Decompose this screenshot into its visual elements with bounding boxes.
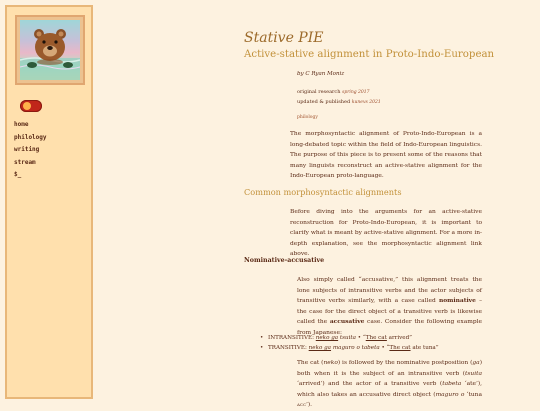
text: The cat ( (297, 360, 324, 366)
text: ‘arrived’) and the actor of a transitive verb ( (297, 381, 443, 387)
example-separator: • “ (381, 345, 390, 351)
term: neko (323, 360, 338, 366)
category-tag[interactable]: philology (297, 115, 318, 120)
nominative-paragraph (297, 275, 482, 338)
subsection-heading: Nominative-accusative (244, 257, 325, 264)
nav-item-home[interactable]: home (14, 121, 29, 128)
theme-toggle[interactable] (20, 100, 42, 112)
example-japanese-subject: neko ga (308, 345, 332, 351)
nav-item-philology[interactable]: philology (14, 133, 47, 141)
text: ‘ate’), which also takes an accusative direct object ( (297, 381, 482, 398)
list-item (260, 343, 439, 353)
page-title: Active-stative alignment in Proto-Indo-European (244, 49, 495, 60)
bullet-icon: • (260, 335, 264, 341)
original-research-date (297, 89, 370, 95)
byline: by C Ryan Moniz (297, 71, 345, 77)
nominative-text-3: case. Consider the following example from Japanese: (297, 319, 482, 336)
bullet-icon: • (260, 345, 264, 351)
example-english-verb: arrived” (388, 335, 413, 341)
toggle-knob-icon (23, 102, 31, 110)
term: tabeta (442, 381, 462, 387)
nominative-text-2: – the case for the direct object of a transitive verb is likewise called the (297, 298, 483, 325)
example-english-subject: The cat (365, 335, 387, 341)
nav-item-shell[interactable]: $_ (14, 171, 22, 178)
term: tsuita (465, 370, 482, 377)
intro-paragraph: The morphosyntactic alignment of Proto-Indo-European is a long-debated topic within the field of Indo-European linguistics. The purpose of this piece is to present some of the reasons that many linguists reconstruct an active-stative alignment for the Indo-European proto-language. (290, 131, 482, 179)
example-separator: • “ (357, 335, 366, 341)
gloss-acc: ACC (297, 402, 307, 407)
text: ’). (306, 402, 313, 408)
text: ) is followed by the nominative postposition ( (337, 360, 473, 366)
example-japanese-verb: maguro o tabeta (332, 345, 380, 351)
term: ga (472, 360, 480, 366)
example-english-verb: ate tuna” (412, 345, 439, 351)
term: maguro o (435, 391, 465, 398)
examples-list (260, 333, 439, 353)
text: ‘tuna (464, 391, 482, 398)
example-english-subject: The cat (389, 345, 411, 351)
text: ) both when it is the subject of an intransitive verb ( (297, 360, 482, 377)
example-label: INTRANSITIVE: (268, 335, 314, 341)
sidebar (5, 5, 93, 399)
original-label: original research (297, 89, 341, 95)
avatar-frame (15, 15, 85, 85)
term-accusative: accusative (329, 318, 365, 325)
list-item (260, 333, 439, 343)
site-title[interactable]: Stative PIE (244, 30, 324, 46)
example-label: TRANSITIVE: (268, 345, 307, 351)
section-heading: Common morphosyntactic alignments (244, 187, 402, 197)
bear-in-water-image (20, 20, 80, 80)
nav-item-writing[interactable]: writing (14, 146, 40, 153)
original-date: spring 2017 (342, 90, 370, 95)
updated-date (297, 99, 381, 105)
avatar[interactable] (20, 20, 80, 80)
term-nominative: nominative (438, 297, 476, 304)
main-header (244, 30, 495, 60)
example-japanese-verb: tsuita (339, 335, 357, 341)
updated-label: updated & published (297, 99, 351, 105)
explanation-paragraph (297, 358, 482, 411)
nominative-text-1: Also simply called “accusative,” this alignment treats the lone subjects of intransitive verbs and the actor subjects of transitive verbs similarly, with a case called (297, 277, 482, 304)
nav-item-stream[interactable]: stream (14, 158, 36, 166)
section-intro-paragraph: Before diving into the arguments for an active-stative reconstruction for Proto-Indo-European, it is important to clarify what is meant by active-stative alignment. For a more in-depth explanation, see the morphosyntactic alignment link above. (290, 209, 482, 257)
updated-date-value: kunevs 2021 (351, 100, 381, 105)
sidebar-nav (14, 119, 47, 182)
example-japanese-subject: neko ga (315, 335, 339, 341)
